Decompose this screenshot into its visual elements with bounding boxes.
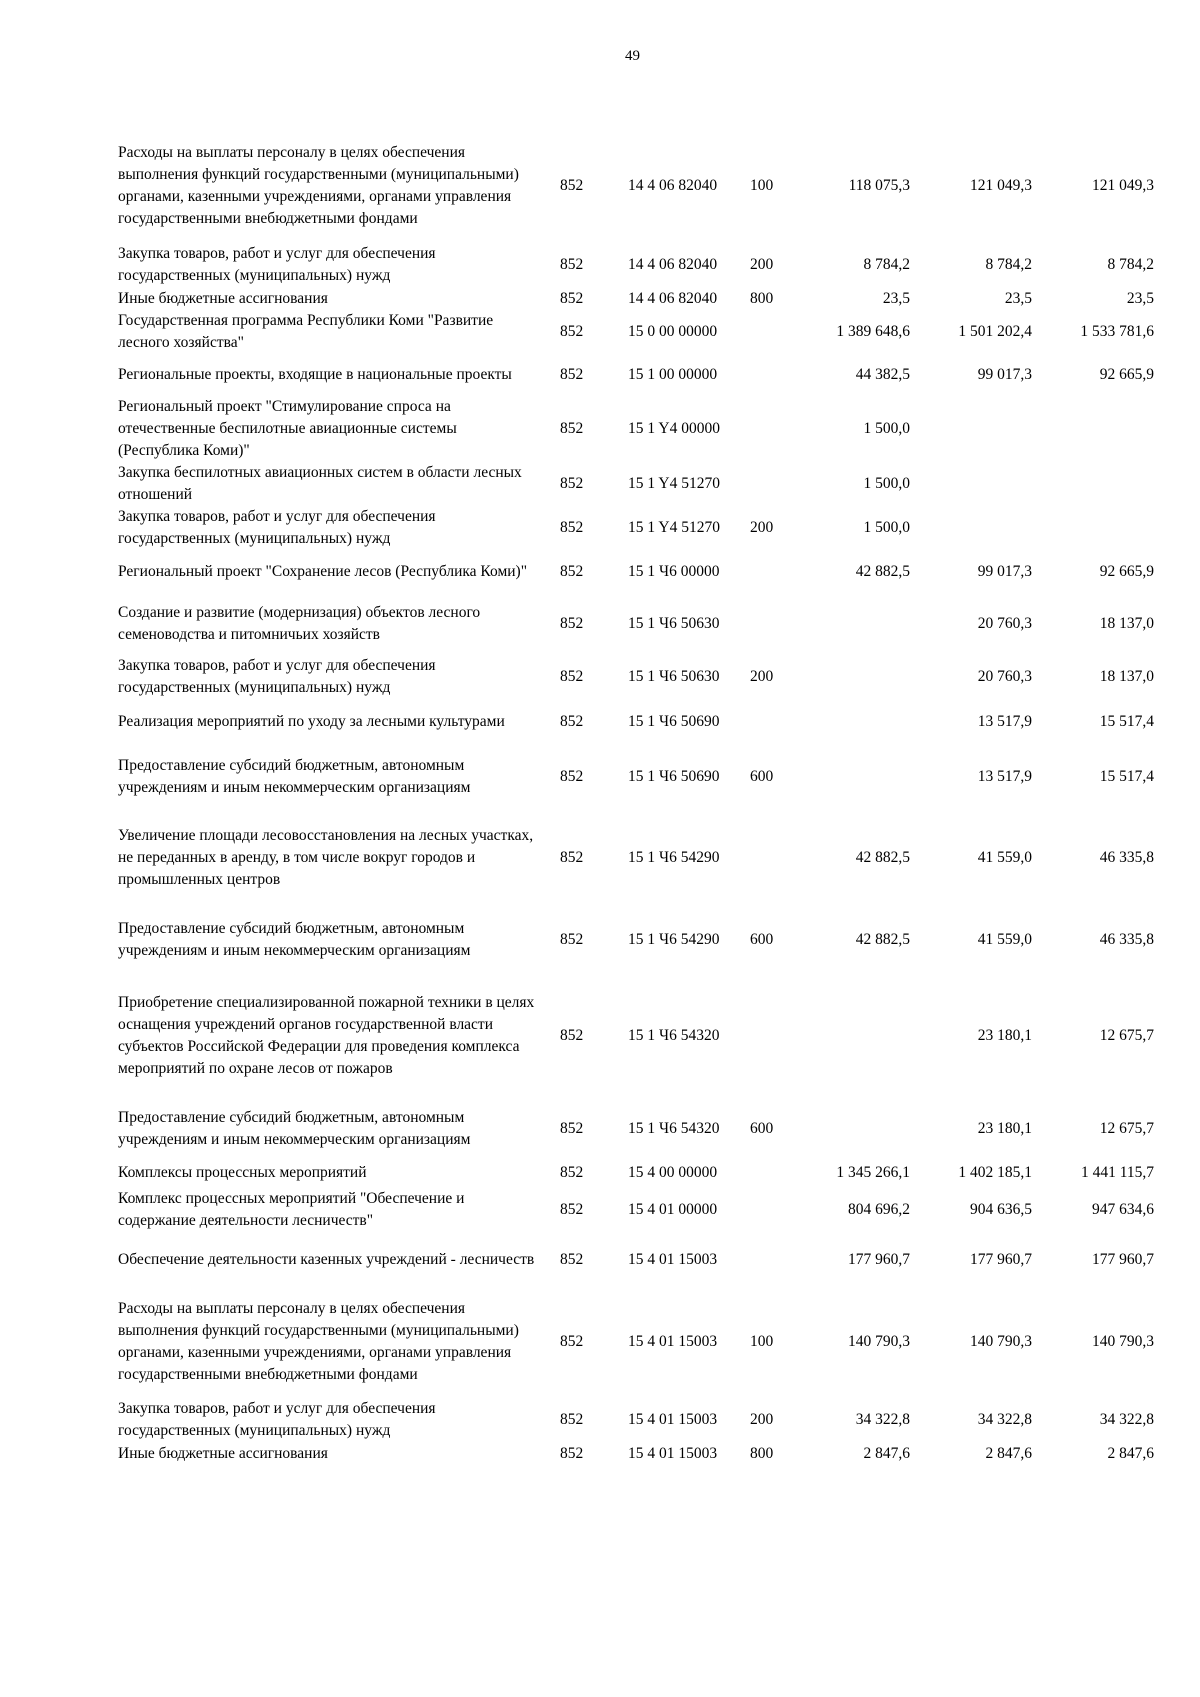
row-target-article-code: 15 1 Ч6 50690	[628, 713, 720, 730]
row-target-article-code: 15 1 Ч6 50690	[628, 768, 720, 785]
row-amount-year-3: 18 137,0	[1099, 615, 1154, 632]
row-department-code: 852	[560, 563, 584, 580]
row-expense-type-code	[750, 594, 810, 654]
row-amount-year-3: 15 517,4	[1099, 713, 1154, 730]
row-amount-year-1: 23,5	[882, 290, 910, 307]
row-amount-year-3	[1032, 396, 1154, 462]
row-expense-type-code: 800	[750, 1445, 774, 1462]
table-row	[118, 1398, 1154, 1442]
row-amount-year-2: 13 517,9	[977, 768, 1032, 785]
row-expense-type-code	[750, 1160, 810, 1186]
row-department-code: 852	[560, 1164, 584, 1181]
row-amount-year-2	[910, 462, 1032, 506]
row-department-code: 852	[560, 290, 584, 307]
row-description: Закупка товаров, работ и услуг для обеспечения государственных (муниципальных) нужд	[118, 1400, 436, 1439]
row-expense-type-code: 200	[750, 668, 774, 685]
row-amount-year-1: 1 389 648,6	[836, 323, 910, 340]
row-department-code: 852	[560, 1333, 584, 1350]
row-amount-year-2: 13 517,9	[977, 713, 1032, 730]
table-row	[118, 700, 1154, 744]
table-row	[118, 744, 1154, 810]
budget-table-body	[118, 130, 1154, 1466]
row-amount-year-1: 42 882,5	[855, 849, 910, 866]
row-amount-year-2: 20 760,3	[977, 615, 1032, 632]
table-row	[118, 310, 1154, 354]
row-department-code: 852	[560, 1445, 584, 1462]
row-expense-type-code	[750, 1234, 810, 1286]
row-amount-year-3	[1032, 462, 1154, 506]
row-amount-year-2: 20 760,3	[977, 668, 1032, 685]
table-row	[118, 974, 1154, 1098]
row-target-article-code: 15 0 00 00000	[628, 323, 718, 340]
row-description: Предоставление субсидий бюджетным, автономным учреждениям и иным некоммерческим организациям	[118, 920, 471, 959]
row-amount-year-3: 15 517,4	[1099, 768, 1154, 785]
table-row	[118, 1286, 1154, 1398]
row-description: Предоставление субсидий бюджетным, автономным учреждениям и иным некоммерческим организациям	[118, 757, 471, 796]
row-target-article-code: 15 1 Ч6 54290	[628, 931, 720, 948]
row-target-article-code: 15 4 01 15003	[628, 1445, 718, 1462]
row-amount-year-3: 23,5	[1126, 290, 1154, 307]
row-expense-type-code: 200	[750, 1411, 774, 1428]
row-expense-type-code	[750, 310, 810, 354]
row-amount-year-2: 99 017,3	[977, 366, 1032, 383]
row-amount-year-1	[810, 974, 910, 1098]
row-target-article-code: 14 4 06 82040	[628, 290, 718, 307]
row-expense-type-code: 600	[750, 1120, 774, 1137]
table-row	[118, 354, 1154, 396]
row-amount-year-3: 18 137,0	[1099, 668, 1154, 685]
row-amount-year-3: 177 960,7	[1092, 1251, 1154, 1268]
row-description: Увеличение площади лесовосстановления на лесных участках, не переданных в аренду, в том числе вокруг городов и промышленных центров	[118, 827, 534, 888]
table-row	[118, 1186, 1154, 1234]
row-amount-year-3: 947 634,6	[1092, 1201, 1154, 1218]
row-amount-year-1: 1 500,0	[863, 420, 910, 437]
row-amount-year-2: 23 180,1	[977, 1027, 1032, 1044]
row-amount-year-1	[810, 654, 910, 700]
row-amount-year-1	[810, 594, 910, 654]
row-amount-year-2: 904 636,5	[970, 1201, 1032, 1218]
row-description: Закупка товаров, работ и услуг для обеспечения государственных (муниципальных) нужд	[118, 657, 436, 696]
row-amount-year-3: 1 533 781,6	[1080, 323, 1154, 340]
row-amount-year-2	[910, 506, 1032, 550]
table-row	[118, 906, 1154, 974]
row-target-article-code: 14 4 06 82040	[628, 256, 718, 273]
table-row	[118, 810, 1154, 906]
row-amount-year-2: 1 501 202,4	[958, 323, 1032, 340]
row-department-code: 852	[560, 1201, 584, 1218]
row-description: Расходы на выплаты персоналу в целях обеспечения выполнения функций государственными (муниципальными) органами, казенными учреждениями, органами управления государственными внебюджетными фондами	[118, 1300, 519, 1383]
table-row	[118, 1442, 1154, 1466]
row-amount-year-2	[910, 396, 1032, 462]
row-amount-year-3: 12 675,7	[1099, 1027, 1154, 1044]
row-amount-year-2: 23 180,1	[977, 1120, 1032, 1137]
row-description: Региональный проект "Сохранение лесов (Республика Коми)"	[118, 563, 528, 580]
row-expense-type-code: 200	[750, 256, 774, 273]
row-target-article-code: 15 1 Y4 51270	[628, 475, 720, 492]
row-amount-year-2: 23,5	[1004, 290, 1032, 307]
row-department-code: 852	[560, 849, 584, 866]
row-expense-type-code: 200	[750, 519, 774, 536]
row-amount-year-2: 177 960,7	[970, 1251, 1032, 1268]
row-department-code: 852	[560, 1027, 584, 1044]
row-target-article-code: 15 1 Ч6 50630	[628, 615, 720, 632]
row-amount-year-3: 46 335,8	[1099, 849, 1154, 866]
table-row	[118, 506, 1154, 550]
row-description: Региональные проекты, входящие в национальные проекты	[118, 366, 512, 383]
row-department-code: 852	[560, 256, 584, 273]
row-amount-year-1: 34 322,8	[855, 1411, 910, 1428]
row-amount-year-3: 2 847,6	[1107, 1445, 1154, 1462]
row-amount-year-1	[810, 700, 910, 744]
row-target-article-code: 15 1 Ч6 50630	[628, 668, 720, 685]
row-department-code: 852	[560, 177, 584, 194]
row-description: Комплекс процессных мероприятий "Обеспечение и содержание деятельности лесничеств"	[118, 1190, 465, 1229]
row-amount-year-3: 92 665,9	[1099, 563, 1154, 580]
row-target-article-code: 15 4 01 15003	[628, 1333, 718, 1350]
row-department-code: 852	[560, 519, 584, 536]
row-amount-year-2: 2 847,6	[985, 1445, 1032, 1462]
row-expense-type-code	[750, 396, 810, 462]
row-amount-year-3: 92 665,9	[1099, 366, 1154, 383]
row-target-article-code: 15 4 01 15003	[628, 1251, 718, 1268]
row-description: Иные бюджетные ассигнования	[118, 290, 328, 307]
row-department-code: 852	[560, 931, 584, 948]
row-target-article-code: 15 1 Ч6 54320	[628, 1027, 720, 1044]
row-target-article-code: 15 1 Ч6 00000	[628, 563, 720, 580]
row-description: Закупка товаров, работ и услуг для обеспечения государственных (муниципальных) нужд	[118, 245, 436, 284]
table-row	[118, 1160, 1154, 1186]
row-amount-year-3: 140 790,3	[1092, 1333, 1154, 1350]
row-amount-year-1: 1 500,0	[863, 519, 910, 536]
row-amount-year-2: 8 784,2	[985, 256, 1032, 273]
row-amount-year-1: 1 345 266,1	[836, 1164, 910, 1181]
row-department-code: 852	[560, 366, 584, 383]
table-row	[118, 242, 1154, 288]
row-description: Предоставление субсидий бюджетным, автономным учреждениям и иным некоммерческим организациям	[118, 1109, 471, 1148]
table-row	[118, 288, 1154, 310]
row-description: Расходы на выплаты персоналу в целях обеспечения выполнения функций государственными (муниципальными) органами, казенными учреждениями, органами управления государственными внебюджетными фондами	[118, 144, 519, 227]
row-expense-type-code: 100	[750, 177, 774, 194]
row-description: Приобретение специализированной пожарной техники в целях оснащения учреждений органов государственной власти субъектов Российской Федерации для проведения комплекса мероприятий по охране лесов от пожаров	[118, 994, 535, 1077]
row-amount-year-2: 41 559,0	[977, 931, 1032, 948]
row-amount-year-1: 177 960,7	[848, 1251, 910, 1268]
row-expense-type-code: 600	[750, 768, 774, 785]
row-expense-type-code	[750, 974, 810, 1098]
row-amount-year-3: 8 784,2	[1107, 256, 1154, 273]
row-amount-year-3: 34 322,8	[1099, 1411, 1154, 1428]
row-expense-type-code	[750, 700, 810, 744]
row-expense-type-code	[750, 354, 810, 396]
row-expense-type-code	[750, 550, 810, 594]
row-expense-type-code: 100	[750, 1333, 774, 1350]
table-row	[118, 594, 1154, 654]
table-row	[118, 130, 1154, 242]
budget-table	[118, 130, 1154, 1466]
row-expense-type-code	[750, 462, 810, 506]
row-target-article-code: 15 1 Y4 51270	[628, 519, 720, 536]
row-amount-year-1: 1 500,0	[863, 475, 910, 492]
row-target-article-code: 14 4 06 82040	[628, 177, 718, 194]
row-amount-year-3: 1 441 115,7	[1080, 1164, 1154, 1181]
row-amount-year-3: 121 049,3	[1092, 177, 1154, 194]
row-amount-year-3: 46 335,8	[1099, 931, 1154, 948]
table-row	[118, 654, 1154, 700]
table-row	[118, 1098, 1154, 1160]
row-department-code: 852	[560, 1411, 584, 1428]
row-department-code: 852	[560, 475, 584, 492]
row-department-code: 852	[560, 1251, 584, 1268]
row-expense-type-code	[750, 1186, 810, 1234]
row-expense-type-code: 600	[750, 931, 774, 948]
row-amount-year-1: 44 382,5	[855, 366, 910, 383]
row-description: Обеспечение деятельности казенных учреждений - лесничеств	[118, 1251, 535, 1268]
row-target-article-code: 15 1 Ч6 54290	[628, 849, 720, 866]
table-row	[118, 1234, 1154, 1286]
row-expense-type-code	[750, 810, 810, 906]
row-description: Комплексы процессных мероприятий	[118, 1164, 367, 1181]
table-row	[118, 462, 1154, 506]
row-description: Закупка товаров, работ и услуг для обеспечения государственных (муниципальных) нужд	[118, 508, 436, 547]
row-amount-year-2: 140 790,3	[970, 1333, 1032, 1350]
row-description: Региональный проект "Стимулирование спроса на отечественные беспилотные авиационные системы (Республика Коми)"	[118, 398, 457, 459]
row-amount-year-2: 34 322,8	[977, 1411, 1032, 1428]
row-department-code: 852	[560, 668, 584, 685]
row-target-article-code: 15 4 01 00000	[628, 1201, 718, 1218]
row-amount-year-1: 118 075,3	[848, 177, 910, 194]
row-description: Реализация мероприятий по уходу за лесными культурами	[118, 713, 505, 730]
row-department-code: 852	[560, 323, 584, 340]
table-row	[118, 550, 1154, 594]
row-amount-year-1: 2 847,6	[863, 1445, 910, 1462]
row-amount-year-2: 41 559,0	[977, 849, 1032, 866]
row-department-code: 852	[560, 713, 584, 730]
row-target-article-code: 15 1 00 00000	[628, 366, 718, 383]
row-department-code: 852	[560, 420, 584, 437]
row-amount-year-1: 804 696,2	[848, 1201, 910, 1218]
row-description: Государственная программа Республики Коми "Развитие лесного хозяйства"	[118, 312, 494, 351]
row-amount-year-3: 12 675,7	[1099, 1120, 1154, 1137]
row-amount-year-1: 140 790,3	[848, 1333, 910, 1350]
row-amount-year-2: 121 049,3	[970, 177, 1032, 194]
row-target-article-code: 15 1 Y4 00000	[628, 420, 720, 437]
table-row	[118, 396, 1154, 462]
row-description: Создание и развитие (модернизация) объектов лесного семеноводства и питомничьих хозяйств	[118, 604, 481, 643]
row-target-article-code: 15 4 01 15003	[628, 1411, 718, 1428]
row-amount-year-3	[1032, 506, 1154, 550]
row-target-article-code: 15 1 Ч6 54320	[628, 1120, 720, 1137]
row-department-code: 852	[560, 615, 584, 632]
row-amount-year-1: 42 882,5	[855, 563, 910, 580]
row-department-code: 852	[560, 1120, 584, 1137]
row-description: Иные бюджетные ассигнования	[118, 1445, 328, 1462]
row-amount-year-1: 8 784,2	[863, 256, 910, 273]
row-amount-year-2: 1 402 185,1	[958, 1164, 1032, 1181]
row-amount-year-1: 42 882,5	[855, 931, 910, 948]
row-amount-year-1	[810, 1098, 910, 1160]
page-number: 49	[625, 48, 640, 64]
row-target-article-code: 15 4 00 00000	[628, 1164, 718, 1181]
row-department-code: 852	[560, 768, 584, 785]
row-description: Закупка беспилотных авиационных систем в области лесных отношений	[118, 464, 522, 503]
row-expense-type-code: 800	[750, 290, 774, 307]
row-amount-year-2: 99 017,3	[977, 563, 1032, 580]
row-amount-year-1	[810, 744, 910, 810]
